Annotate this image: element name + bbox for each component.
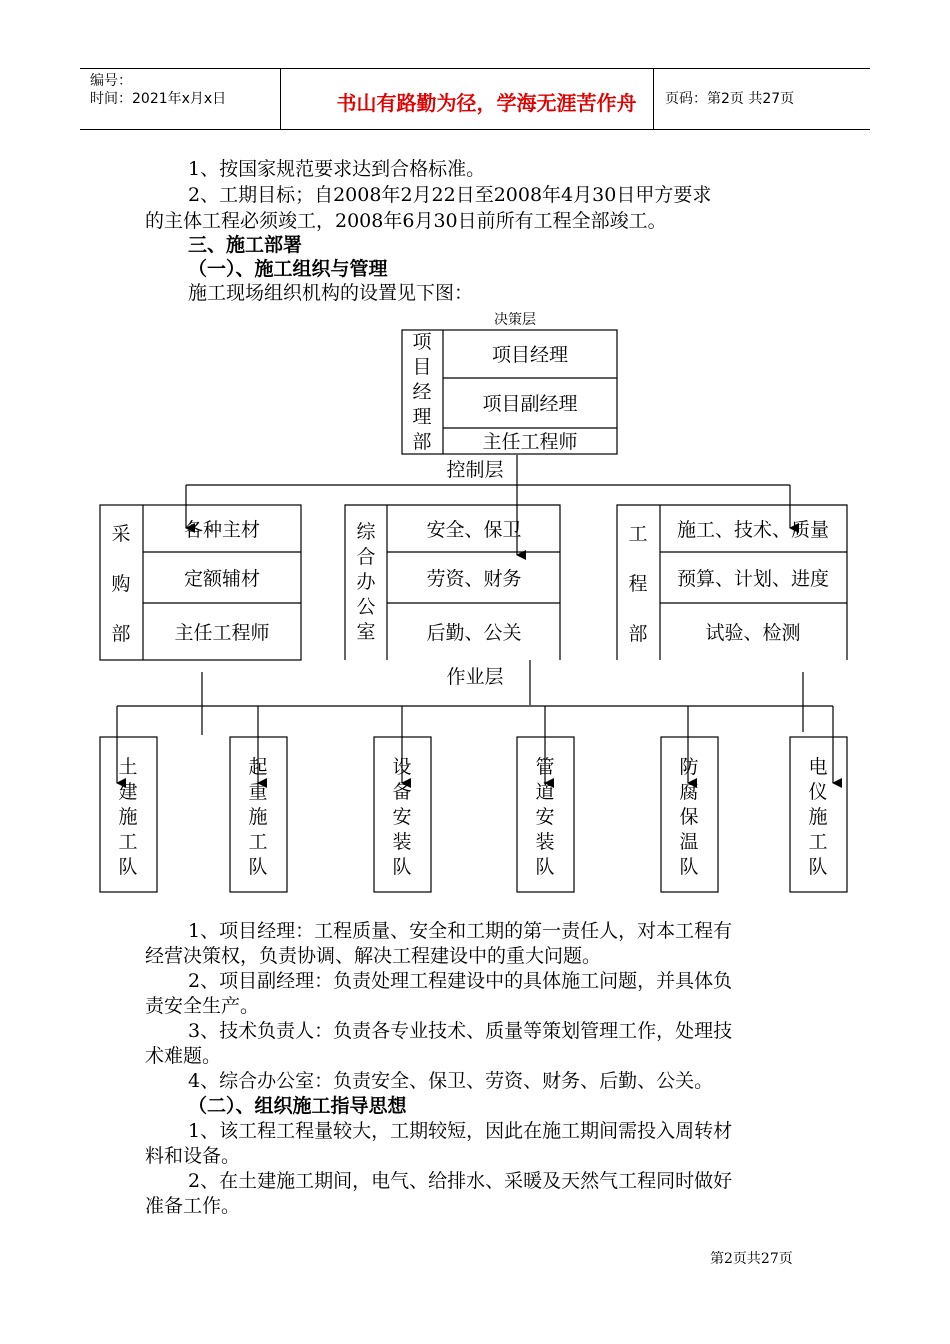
team-char: 仪 (808, 781, 828, 803)
eng-side-char: 工 (628, 523, 648, 545)
paragraph: 1、项目经理：工程质量、安全和工期的第一责任人，对本工程有 (188, 920, 733, 942)
team-char: 施 (248, 806, 268, 828)
team-char: 工 (248, 831, 268, 853)
team-char: 重 (248, 781, 268, 803)
team-char: 温 (679, 831, 699, 853)
pm-row-project-manager: 项目经理 (491, 344, 569, 366)
team-char: 土 (118, 756, 138, 778)
team-char: 安 (535, 806, 555, 828)
team-char: 工 (118, 831, 138, 853)
purchase-side-char: 部 (111, 623, 131, 645)
team-char: 电 (808, 756, 828, 778)
decision-layer-label: 决策层 (494, 312, 536, 328)
purchase-side-char: 购 (111, 573, 131, 595)
team-char: 管 (535, 756, 555, 778)
team-char: 施 (118, 806, 138, 828)
paragraph: 责安全生产。 (145, 995, 260, 1017)
team-char: 队 (248, 856, 268, 878)
office-row: 后勤、公关 (426, 622, 522, 644)
purchase-row: 定额辅材 (183, 568, 261, 590)
paragraph: 准备工作。 (145, 1195, 241, 1217)
pm-row-chief-engineer: 主任工程师 (482, 431, 578, 453)
subsection-heading: （一）、施工组织与管理 (188, 258, 388, 280)
team-char: 设 (392, 756, 412, 778)
section-heading: 三、施工部署 (188, 234, 303, 256)
pm-side-char: 目 (412, 356, 432, 378)
team-char: 起 (248, 756, 268, 778)
team-char: 队 (392, 856, 412, 878)
work-layer-label: 作业层 (446, 666, 504, 688)
doc-number-label: 编号： (90, 73, 132, 89)
control-layer-label: 控制层 (446, 459, 504, 481)
eng-row: 施工、技术、质量 (676, 519, 830, 541)
eng-side-char: 部 (628, 623, 648, 645)
paragraph: 1、按国家规范要求达到合格标准。 (188, 158, 486, 180)
pm-side-char: 经 (412, 381, 432, 403)
eng-row: 预算、计划、进度 (676, 568, 830, 590)
paragraph: 4、综合办公室：负责安全、保卫、劳资、财务、后勤、公关。 (188, 1070, 714, 1092)
team-char: 队 (535, 856, 555, 878)
office-side-char: 公 (356, 596, 376, 618)
subsection-heading: （二）、组织施工指导思想 (188, 1095, 407, 1117)
team-char: 队 (808, 856, 828, 878)
team-char: 工 (808, 831, 828, 853)
eng-side-char: 程 (628, 573, 648, 595)
office-row: 安全、保卫 (426, 519, 522, 541)
pm-side-char: 部 (412, 431, 432, 453)
team-char: 腐 (679, 781, 699, 803)
team-char: 施 (808, 806, 828, 828)
paragraph: 2、项目副经理：负责处理工程建设中的具体施工问题，并具体负 (188, 970, 733, 992)
paragraph: 的主体工程必须竣工，2008年6月30日前所有工程全部竣工。 (145, 210, 667, 232)
paragraph: 2、在土建施工期间，电气、给排水、采暖及天然气工程同时做好 (188, 1170, 733, 1192)
team-char: 队 (118, 856, 138, 878)
header-motto: 书山有路勤为径，学海无涯苦作舟 (336, 91, 637, 115)
team-char: 装 (535, 831, 555, 853)
page-footer: 第2页共27页 (710, 1251, 793, 1267)
team-char: 装 (392, 831, 412, 853)
paragraph: 3、技术负责人：负责各专业技术、质量等策划管理工作，处理技 (188, 1020, 733, 1042)
team-char: 队 (679, 856, 699, 878)
team-char: 安 (392, 806, 412, 828)
team-char: 建 (118, 781, 138, 803)
paragraph: 2、工期目标；自2008年2月22日至2008年4月30日甲方要求 (188, 184, 712, 206)
office-side-char: 室 (356, 621, 376, 643)
purchase-row: 主任工程师 (174, 622, 270, 644)
office-side-char: 办 (356, 571, 376, 593)
team-char: 备 (392, 781, 412, 803)
office-side-char: 综 (356, 521, 376, 543)
pm-side-char: 项 (412, 331, 432, 353)
paragraph: 施工现场组织机构的设置见下图： (188, 282, 474, 304)
purchase-side-char: 采 (111, 523, 131, 545)
paragraph: 料和设备。 (145, 1145, 241, 1167)
purchase-row: 各种主材 (183, 519, 261, 541)
pm-side-char: 理 (412, 406, 432, 428)
office-side-char: 合 (356, 546, 376, 568)
office-row: 劳资、财务 (426, 568, 522, 590)
page-number-label: 页码：第2页 共27页 (665, 91, 795, 107)
team-char: 道 (535, 781, 555, 803)
paragraph: 经营决策权，负责协调、解决工程建设中的重大问题。 (145, 945, 602, 967)
team-char: 防 (679, 756, 699, 778)
eng-row: 试验、检测 (705, 622, 801, 644)
doc-time-label: 时间：2021年x月x日 (90, 91, 227, 107)
pm-row-deputy-manager: 项目副经理 (482, 393, 578, 415)
team-char: 保 (679, 806, 699, 828)
paragraph: 1、该工程工程量较大，工期较短，因此在施工期间需投入周转材 (188, 1120, 733, 1142)
paragraph: 术难题。 (145, 1045, 222, 1067)
